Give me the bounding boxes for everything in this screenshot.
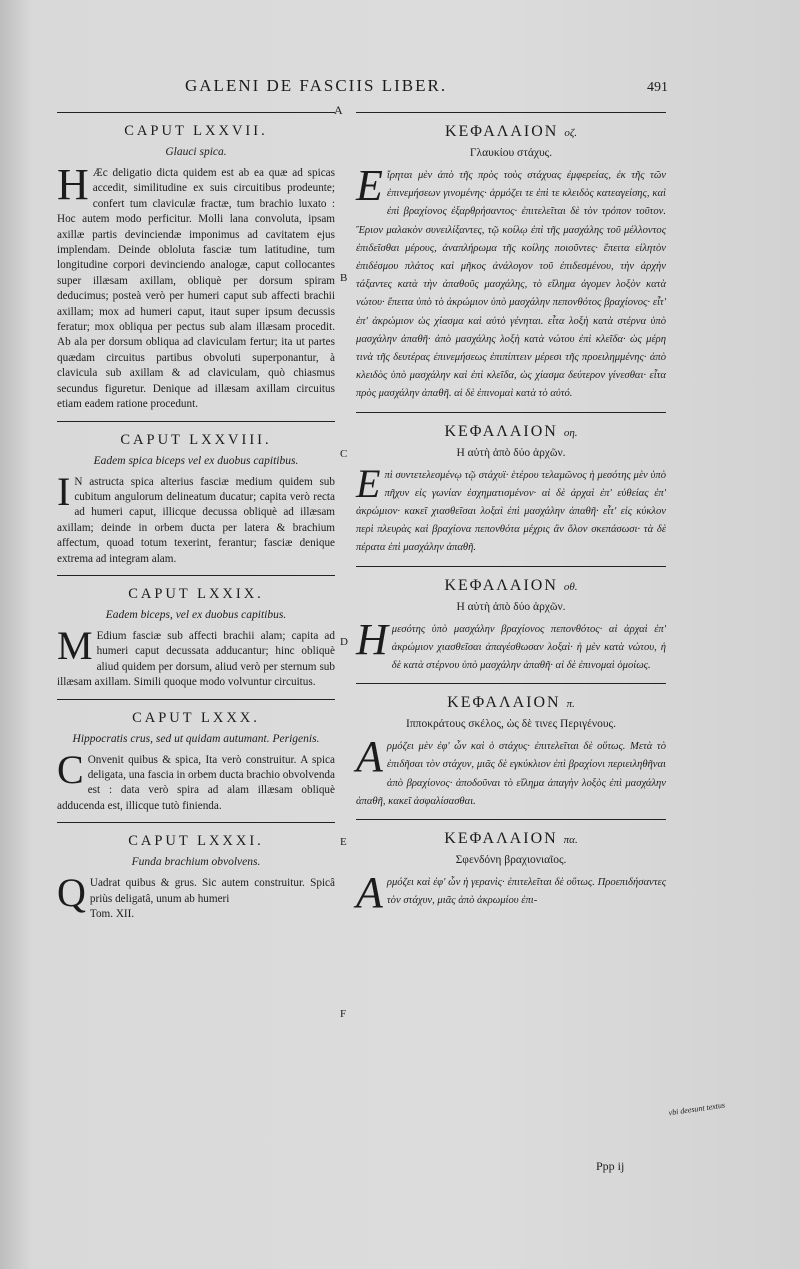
- divider: [356, 683, 666, 684]
- chapter-heading: CAPUT LXXVII.: [124, 123, 268, 139]
- chapter-text: [57, 160, 335, 413]
- chapter-body: ρμόζει μὲν ἐφ' ὧν καὶ ὁ στάχυς· ἐπιτελεῖται δὲ οὕτως. Μετὰ τὸ ἐπιδῆσαι τὸν στάχυν, μιᾶς δὲ εγκύκλιον ἐπὶ βραχίονι περιειληθῆναι ἀπὸ βραχίονος· ἀποδοῦναι τὸ εἴλημα ἀπαγὴν λοξὸς ἐπὶ μασχάλην ἀπαθῆ, κακεῖ ἀσφαλίσασθαι.: [356, 741, 666, 807]
- chapter-body: μεσότης ὑπὸ μασχάλην βραχίονος πεπονθότος· αἱ ἀρχαὶ ἐπ' ἀκρώμιον χιασθεῖσαι ἀπαγέσθωσαν λοξαὶ· ἡ μὲν κατὰ νώτου, ἡ δὲ κατὰ στέρνου ὑπὸ μασχάλην ἀπαθῆ· αἱ δὲ ἐπινομαὶ ὁμοίως.: [391, 623, 666, 672]
- margin-letter-f: F: [340, 1008, 347, 1020]
- chapter-text: [356, 614, 666, 676]
- drop-cap: Α: [356, 732, 383, 782]
- divider: [57, 575, 335, 576]
- handwritten-number: οζ.: [564, 127, 578, 139]
- divider: [57, 822, 335, 823]
- handwritten-number: οθ.: [563, 580, 578, 593]
- signature-mark: Ppp ij: [596, 1159, 625, 1173]
- chapter-subtitle: Σφενδόνη βραχιονιαῖος.: [455, 854, 567, 867]
- chapter-heading: [356, 123, 666, 141]
- chapter-text: [356, 868, 666, 918]
- handwritten-number: π.: [566, 698, 575, 711]
- chapter-heading: CAPUT LXXX.: [132, 709, 260, 726]
- volume-mark: Tom. XII.: [89, 908, 135, 920]
- chapter-heading: CAPUT LXXVIII.: [120, 431, 272, 448]
- margin-letter-b: B: [340, 272, 348, 284]
- drop-cap: H: [57, 160, 89, 209]
- drop-cap: M: [57, 622, 93, 668]
- chapter-heading: [356, 577, 666, 595]
- divider: [356, 112, 666, 113]
- chapter-subtitle: Hippocratis crus, sed ut quidam autumant. Perigenis.: [72, 732, 320, 745]
- chapter-body: Uadrat quibus & grus. Sic autem construitur. Spicâ priùs deligatâ, unum ab humeri: [89, 877, 335, 905]
- latin-column: [57, 112, 335, 930]
- drop-cap: Ε: [356, 460, 381, 506]
- chapter-body: Æc deligatio dicta quidem est ab ea quæ ad spicas accedit, similitudine ex suis circuitibus prodeunte; confert tum claviculæ fractæ, tum brachio luxato : Hoc autem modo perficitur. Molli lana convoluta, ipsam axillæ partis devinciendæ imponimus ad cavitatem ejus implendam. Deinde obloluta fasciæ tum latitudine, tum longitudine corpori devinciendo analogæ, caput collocantes super illæsam axillam, obliquè per dorsum spiram deducimus; posteà verò per humeri caput sub affecti brachii axillam; mox ad humeri caput, itaut super ipsum decussis feratur; mox obliqua per pectus sub alam illæsam procedit. Ab ala per dorsum obliqua ad claviculam fertur; ita ut partes quædam circuitus partibus obvoluti superponantur, à clavicula sub axillam & ad claviculam, quò chiasmus secundus figuretur. Denique ad illæsam axillam circuitus etiam eadem ratione procedunt.: [57, 167, 335, 411]
- drop-cap: Ε: [356, 161, 383, 210]
- chapter-heading-text: ΚΕΦΑΛΑΙΟΝ: [444, 576, 558, 594]
- chapter-subtitle: Funda brachium obvolvens.: [131, 856, 261, 869]
- chapter-heading: [356, 830, 666, 848]
- drop-cap: I: [57, 468, 71, 514]
- chapter-text: [57, 468, 335, 567]
- running-head: GALENI DE FASCIIS LIBER.: [185, 76, 448, 95]
- chapter-text: [57, 746, 335, 815]
- chapter-subtitle: Η αὐτὴ ἀπὸ δύο ἀρχῶν.: [456, 600, 566, 613]
- divider: [57, 699, 335, 700]
- handwritten-marginal-note: vbi deesunt textus: [667, 1100, 726, 1118]
- chapter-subtitle: Eadem biceps, vel ex duobus capitibus.: [105, 608, 287, 621]
- chapter-body: Edium fasciæ sub affecti brachii alam; capita ad humeri caput decussata adducantur; hinc obliquè aliud quidem per dorsum, aliud verò per sternum sub illæsam axillam. Simili quoque modo volvuntur circuitus.: [57, 629, 335, 689]
- margin-letter-d: D: [340, 636, 348, 648]
- chapter-body: N astructa spica alterius fasciæ medium quidem sub cubitum angulorum delineatum ducatur; capita verò recta ad humeri caput, illicque decussa obliquè ad illæsam axillam; deinde in orbem ducta per latera & brachium affectum, quoad totum texerint, ferantur; fasciæ denique extrema ad integram alam.: [57, 475, 335, 565]
- chapter-text: [57, 622, 335, 691]
- signature-a: A: [334, 103, 343, 117]
- chapter-body: ἴρηται μὲν ἀπὸ τῆς πρὸς τοὺς στάχυας ἐμφερείας, ἐκ τῆς τῶν ἐπινεμήσεων γινομένης· ἁρμόζει τε ἐπὶ τε κλειδὸς κατεαγείσης, καὶ ἐπὶ βραχίονος ἐξαρθρήσαντος· ἐπιτελεῖται δὲ τὸν τρόπον τοῦτον. Ἔριον μαλακὸν συνειλίξαντες, τῷ κοίλῳ ἐπὶ τῆς μασχάλης τοῦ μέλλοντος ἐπιδεῖσθαι μέρους, ἀναπλήρωμα τῆς κοίλης ποιοῦντες· ἔπειτα εἰλητὸν ἐπιδέσμου πλάτος καὶ μῆκος ἀνάλογον τοῦ ἐπιδεσμένου, τὴν ἀρχὴν τάξαντες κατὰ τὴν ἀπαθοῦς μασχάλης, τὸ εἴλημα ἀγομεν λοξὸν κατὰ νώτου· ἔπειτα ὑπὸ τὸ ἀκρώμιον ὑπὸ μασχάλην πεπονθότος βραχίονος· εἶτ' ἐπ' ἀκρώμιον ὡς χίασμα καὶ αὐτὸ γένηται. εἶτα λοξὴ κατὰ στέρνα ὑπὸ μασχάλην ἀπαθῆ· ἀπὸ μασχάλης λοξὴ κατὰ νώτου ἐπὶ κλεῖδα· ὡς μέρη τινὰ τῆς δευτέρας ἐπινεμήσεως ἐπιπίπτειν μέρεσι τῆς προειλημμένης· ἀπὸ κλειδὸς ὑπὸ μασχάλην καὶ ἐπὶ κλεῖδα, ὡς χίασμα δεύτερον γίνεσθαι· εἶτα πρὸς μασχάλην ἀπαθῆ. αἱ δὲ ἐπινομαὶ κατὰ τὸ αὐτό.: [356, 170, 666, 400]
- chapter-heading: CAPUT LXXIX.: [128, 585, 264, 602]
- chapter-body: Onvenit quibus & spica, Ita verò construitur. A spica deligata, una fascia in orbem ducta brachio obvolvenda est : data verò spira ad alam illæsam obliquè adducenda est, illicque tutò finienda.: [57, 753, 335, 812]
- greek-column: [356, 112, 666, 918]
- chapter-heading: [356, 423, 666, 441]
- chapter-subtitle: Eadem spica biceps vel ex duobus capitibus.: [93, 454, 299, 467]
- chapter-subtitle: Γλαυκίου στάχυς.: [469, 147, 553, 159]
- divider: [57, 112, 335, 113]
- drop-cap: Q: [57, 870, 86, 916]
- chapter-heading-text: ΚΕΦΑΛΑΙΟΝ: [444, 830, 558, 848]
- divider: [57, 421, 335, 422]
- chapter-body: πὶ συντετελεσμένῳ τῷ στάχυϊ· ἑτέρου τελαμῶνος ἡ μεσότης μὲν ὑπὸ πῆχυν εἰς γωνίαν ἐσχηματισμένον· αἱ δὲ ἀρχαὶ ἐπ' εὐθείας ἐπ' ἀκρώμιον· κακεῖ χιασθεῖσαι λοξαὶ ἐπὶ μασχάλην ἀπαθῆ· εἶτ' εἰς κύκλον περὶ πλευρὰς καὶ βραχίονα πεπονθότα μέχρις ἂν ὅλον σκεπάσωσι· τὰ δὲ πέρατα ἐπὶ μασχάλην ἀπαθῆ.: [356, 469, 666, 554]
- margin-letter-c: C: [340, 448, 348, 460]
- chapter-heading: CAPUT LXXXI.: [128, 833, 264, 850]
- handwritten-number: πα.: [563, 834, 578, 847]
- chapter-heading: [356, 694, 666, 712]
- chapter-heading-text: ΚΕΦΑΛΑΙΟΝ: [444, 123, 559, 140]
- chapter-subtitle: Η αὐτὴ ἀπὸ δύο ἀρχῶν.: [456, 446, 566, 459]
- chapter-heading-text: ΚΕΦΑΛΑΙΟΝ: [444, 422, 558, 440]
- drop-cap: C: [57, 746, 84, 792]
- chapter-text: [57, 870, 335, 922]
- divider: [356, 819, 666, 820]
- page-number: 491: [647, 80, 668, 95]
- handwritten-number: οη.: [563, 426, 578, 439]
- divider: [356, 412, 666, 413]
- chapter-text: [356, 460, 666, 558]
- divider: [356, 566, 666, 567]
- drop-cap: Α: [356, 868, 383, 918]
- margin-letter-e: E: [340, 836, 347, 848]
- chapter-subtitle: Glauci spica.: [165, 146, 227, 158]
- chapter-text: [356, 732, 666, 811]
- chapter-body: ρμόζει καὶ ἐφ' ὧν ἡ γερανὶς· ἐπιτελεῖται δὲ οὕτως. Προεπιδήσαντες τὸν στάχυν, μιᾶς ἀπὸ ἀκρωμίου ἐπι-: [386, 877, 666, 907]
- chapter-text: [356, 161, 666, 404]
- chapter-subtitle: Ιπποκράτους σκέλος, ὡς δὲ τινες Περιγένους.: [406, 718, 616, 731]
- drop-cap: Η: [356, 614, 388, 664]
- chapter-heading-text: ΚΕΦΑΛΑΙΟΝ: [447, 694, 561, 712]
